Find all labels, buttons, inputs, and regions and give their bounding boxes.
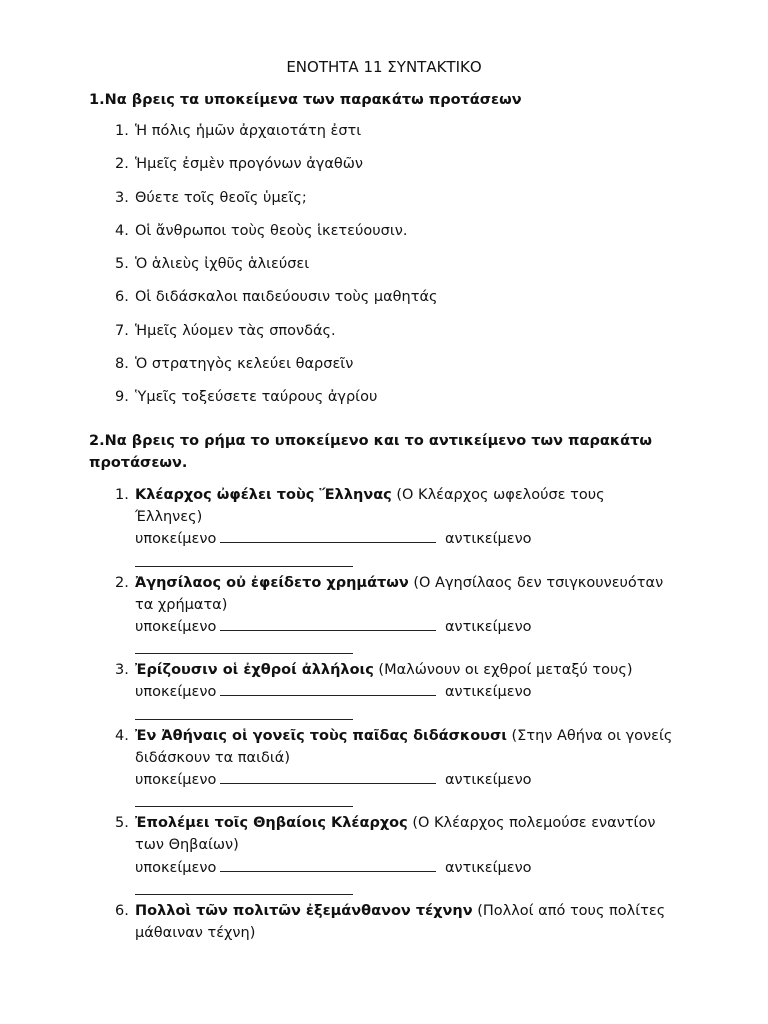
item-number: 6. (115, 289, 129, 306)
exercise-item (0, 659, 675, 719)
translation: (Στην Αθήνα οι γονείς διδάσκουν τα παιδιά) (135, 727, 673, 766)
item-number: 4. (115, 222, 129, 239)
sentence-text: Θύετε τοῖς θεοῖς ὑμεῖς; (135, 189, 307, 206)
section-2-heading (89, 430, 689, 474)
subject-label: υποκείμενο (135, 859, 217, 876)
subject-blank[interactable] (220, 857, 436, 872)
subject-label: υποκείμενο (135, 531, 217, 548)
object-label: αντικείμενο (444, 531, 532, 548)
exercise-item (0, 572, 675, 655)
sentence-text: Ὁ στρατηγὸς κελεύει θαρσεῖν (135, 356, 354, 373)
subject-blank[interactable] (220, 681, 436, 696)
sentence-text: Οἱ ἄνθρωποι τοὺς θεοὺς ἱκετεύουσιν. (135, 222, 408, 239)
item-number: 7. (115, 322, 129, 339)
exercise-item (0, 900, 675, 944)
sentence-text: Ἡμεῖς ἐσμὲν προγόνων ἀγαθῶν (135, 156, 364, 173)
subject-blank[interactable] (220, 528, 436, 543)
sentence-text: Ὁ ἁλιεὺς ἰχθῦς ἁλιεύσει (135, 256, 310, 273)
greek-sentence: Ἐν Ἀθήναις οἱ γονεῖς τοὺς παῖδας διδάσκουσι (135, 727, 507, 744)
item-number: 3. (115, 189, 129, 206)
exercise-item (0, 484, 675, 567)
item-number: 5. (115, 815, 129, 832)
translation: (Μαλώνουν οι εχθροί μεταξύ τους) (373, 662, 633, 679)
item-number: 5. (115, 256, 129, 273)
item-number: 2. (115, 574, 129, 591)
section-2-heading-line-1: 2.Να βρεις το ρήμα το υποκείμενο και το αντικείμενο των παρακάτω (89, 433, 652, 449)
item-number: 3. (115, 662, 129, 679)
translation: (Ο Κλέαρχος πολεμούσε εναντίον των Θηβαίων) (135, 815, 656, 854)
item-number: 1. (115, 487, 129, 503)
translation: (Πολλοί από τους πολίτες μάθαιναν τέχνη) (135, 902, 666, 942)
item-number: 6. (115, 902, 129, 919)
subject-blank[interactable] (220, 616, 436, 631)
exercise-item (0, 812, 675, 895)
item-number: 1. (115, 123, 129, 139)
object-blank[interactable] (135, 791, 353, 807)
object-blank[interactable] (135, 704, 353, 720)
item-number: 2. (115, 156, 129, 173)
subject-blank[interactable] (220, 769, 436, 784)
greek-sentence: Ἐρίζουσιν οἱ ἐχθροί ἀλλήλοις (135, 662, 374, 679)
subject-label: υποκείμενο (135, 619, 217, 636)
object-blank[interactable] (135, 638, 353, 654)
page-title: ΕΝΟΤΗΤΑ 11 ΣΥΝΤΑΚΤΙΚΟ (286, 58, 482, 76)
object-label: αντικείμενο (444, 772, 532, 789)
greek-sentence: Ἐπολέμει τοῖς Θηβαίοις Κλέαρχος (135, 815, 408, 832)
exercise-list-2 (0, 484, 675, 944)
greek-sentence: Κλέαρχος ὠφέλει τοὺς Ἕλληνας (135, 487, 392, 503)
object-label: αντικείμενο (444, 684, 532, 701)
sentence-text: Ἡμεῖς λύομεν τὰς σπονδάς. (135, 322, 336, 339)
sentence-text: Οἱ διδάσκαλοι παιδεύουσιν τοὺς μαθητάς (135, 289, 438, 306)
greek-sentence: Πολλοὶ τῶν πολιτῶν ἐξεμάνθανον τέχνην (135, 902, 473, 919)
object-blank[interactable] (135, 551, 353, 567)
exercise-item (0, 725, 675, 808)
sentence-text: Ὑμεῖς τοξεύσετε ταύρους ἀγρίου (135, 389, 378, 406)
section-1-heading: 1.Να βρεις τα υποκείμενα των παρακάτω προτάσεων (89, 92, 522, 108)
subject-label: υποκείμενο (135, 772, 217, 789)
greek-sentence: Ἀγησίλαος οὐ ἐφείδετο χρημάτων (135, 574, 409, 591)
object-label: αντικείμενο (444, 619, 532, 636)
object-blank[interactable] (135, 879, 353, 895)
section-2-heading-line-2: προτάσεων. (89, 455, 188, 471)
object-label: αντικείμενο (444, 859, 532, 876)
item-number: 8. (115, 356, 129, 373)
sentence-text: Ἡ πόλις ἡμῶν ἀρχαιοτάτη ἐστι (135, 123, 362, 139)
subject-label: υποκείμενο (135, 684, 217, 701)
translation: (Ο Αγησίλαος δεν τσιγκουνευόταν τα χρήματα) (135, 574, 664, 613)
item-number: 4. (115, 727, 129, 744)
translation: (Ο Κλέαρχος ωφελούσε τους Έλληνες) (135, 487, 605, 526)
item-number: 9. (115, 389, 129, 406)
